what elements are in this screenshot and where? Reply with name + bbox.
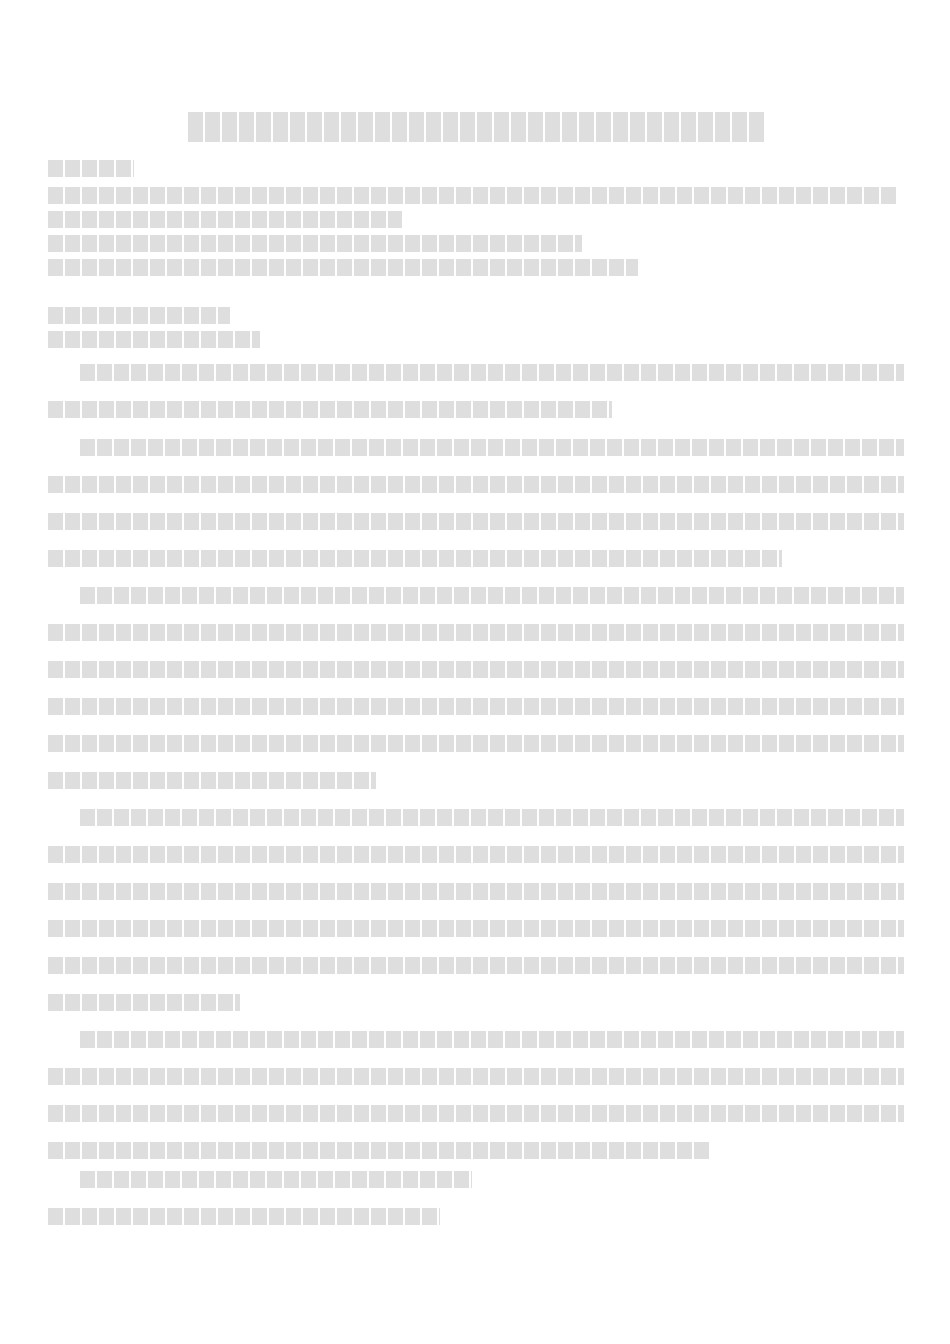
reading-prompt [48, 331, 260, 348]
passage-line [80, 364, 904, 381]
source-note [80, 1171, 472, 1188]
page-title [188, 112, 764, 142]
passage-line [48, 772, 376, 789]
passage-line [48, 994, 240, 1011]
instruction-line [48, 187, 898, 204]
passage-line [80, 439, 904, 456]
passage-line [48, 401, 612, 418]
passage-line [80, 809, 904, 826]
instruction-line [48, 211, 402, 228]
passage-line [48, 476, 904, 493]
exam-page [48, 0, 904, 1344]
passage-line [48, 550, 782, 567]
passage-line [48, 735, 904, 752]
passage-line [48, 883, 904, 900]
passage-line [48, 624, 904, 641]
passage-line [48, 846, 904, 863]
instruction-line [48, 235, 582, 252]
instruction-line [48, 259, 638, 276]
passage-line [48, 1105, 904, 1122]
passage-line [48, 1142, 710, 1159]
passage-line [80, 1031, 904, 1048]
question-1 [48, 1208, 440, 1225]
passage-line [48, 957, 904, 974]
passage-line [48, 661, 904, 678]
notice-heading [48, 160, 134, 177]
passage-line [48, 513, 904, 530]
section-heading [48, 307, 230, 324]
passage-line [80, 587, 904, 604]
passage-line [48, 698, 904, 715]
passage-line [48, 1068, 904, 1085]
passage-line [48, 920, 904, 937]
